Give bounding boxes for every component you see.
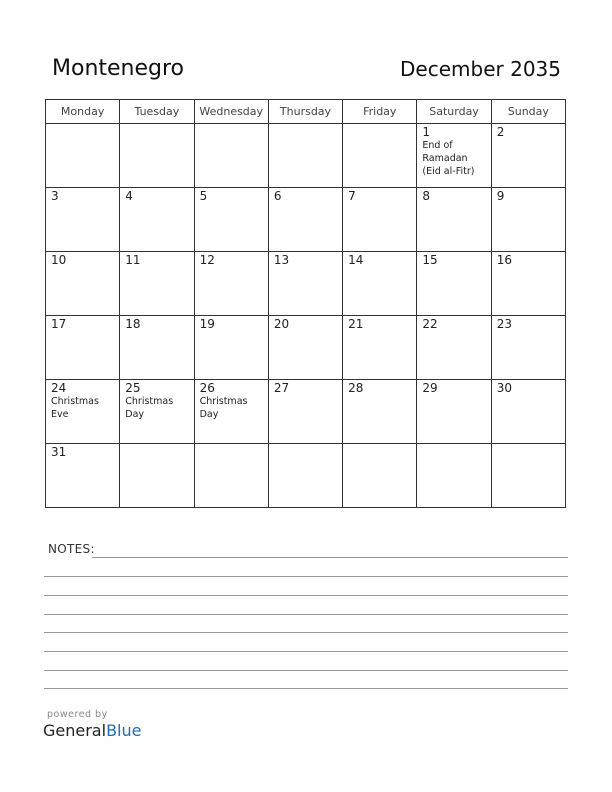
day-cell: [491, 124, 565, 188]
weekday-tuesday: Tuesday: [120, 100, 194, 124]
day-number: 18: [125, 317, 141, 331]
day-number: 7: [348, 189, 356, 203]
notes-line: [44, 614, 568, 615]
week-row: [46, 316, 566, 380]
day-cell: [268, 380, 342, 444]
day-number: 20: [273, 317, 290, 331]
notes-line: [44, 576, 568, 577]
day-number: 28: [348, 381, 364, 395]
day-number: 30: [496, 381, 512, 395]
notes-label: NOTES:: [48, 542, 95, 556]
day-number: 4: [125, 189, 133, 203]
day-number: 17: [51, 317, 67, 331]
day-cell: [491, 316, 565, 380]
brand-general: General: [43, 721, 107, 740]
weekday-monday: Monday: [46, 100, 120, 124]
day-number: 6: [273, 189, 282, 203]
weekday-friday: Friday: [343, 100, 417, 124]
day-cell: [417, 444, 491, 508]
day-cell: [120, 444, 194, 508]
day-cell: [120, 380, 194, 444]
week-row: [46, 444, 566, 508]
day-number: 29: [422, 381, 438, 395]
day-number: 22: [422, 317, 438, 331]
day-cell: [120, 188, 194, 252]
day-cell: [268, 124, 342, 188]
day-cell: [491, 444, 565, 508]
day-cell: [417, 124, 491, 188]
day-number: 25: [125, 381, 141, 395]
day-cell: [417, 252, 491, 316]
day-cell: [46, 316, 120, 380]
day-cell: [343, 188, 417, 252]
notes-line: [44, 632, 568, 633]
day-cell: [343, 380, 417, 444]
day-cell: [46, 124, 120, 188]
day-cell: [120, 252, 194, 316]
holiday-label: Christmas Day: [199, 396, 248, 420]
day-number: 9: [496, 189, 505, 203]
holiday-label: Christmas Day: [125, 396, 174, 420]
day-cell: [46, 444, 120, 508]
day-cell: [268, 316, 342, 380]
country-title: Montenegro: [52, 56, 185, 81]
day-number: 27: [273, 381, 290, 395]
brand-logo[interactable]: [43, 721, 141, 740]
brand-blue: Blue: [106, 721, 142, 740]
notes-line: [44, 670, 568, 671]
week-row: [46, 188, 566, 252]
day-cell: [268, 252, 342, 316]
day-cell: [343, 316, 417, 380]
day-cell: [491, 188, 565, 252]
weekday-thursday: Thursday: [268, 100, 342, 124]
holiday-label: Christmas Eve: [51, 396, 99, 420]
day-number: 1: [422, 125, 431, 139]
powered-by-text: powered by: [47, 709, 108, 720]
week-row: [46, 380, 566, 444]
day-number: 11: [125, 253, 141, 267]
day-number: 10: [51, 253, 67, 267]
notes-line: [44, 595, 568, 596]
month-year-title: December 2035: [400, 57, 561, 81]
day-number: 13: [273, 253, 290, 267]
day-number: 16: [496, 253, 512, 267]
day-number: 3: [51, 189, 59, 203]
day-number: 26: [199, 381, 215, 395]
notes-line: [92, 557, 568, 558]
day-cell: [268, 444, 342, 508]
day-number: 31: [51, 445, 67, 459]
day-number: 14: [348, 253, 364, 267]
day-cell: [343, 124, 417, 188]
day-cell: [491, 380, 565, 444]
day-number: 15: [422, 253, 438, 267]
weekday-header-row: [46, 100, 566, 124]
day-cell: [343, 444, 417, 508]
day-number: 5: [199, 189, 208, 203]
holiday-label: End of Ramadan (Eid al-Fitr): [422, 140, 475, 177]
day-cell: [194, 252, 268, 316]
notes-line: [44, 688, 568, 689]
weekday-wednesday: Wednesday: [194, 100, 268, 124]
day-number: 19: [199, 317, 215, 331]
day-cell: [120, 316, 194, 380]
week-row: [46, 252, 566, 316]
day-cell: [343, 252, 417, 316]
weekday-sunday: Sunday: [491, 100, 565, 124]
day-number: 23: [496, 317, 512, 331]
day-cell: [194, 188, 268, 252]
day-cell: [46, 380, 120, 444]
day-cell: [46, 252, 120, 316]
day-cell: [417, 188, 491, 252]
day-cell: [194, 316, 268, 380]
notes-line: [44, 651, 568, 652]
day-cell: [194, 444, 268, 508]
day-cell: [417, 316, 491, 380]
day-number: 8: [422, 189, 431, 203]
calendar-grid: [45, 99, 566, 508]
day-cell: [46, 188, 120, 252]
day-cell: [491, 252, 565, 316]
day-number: 2: [496, 125, 505, 139]
day-number: 24: [51, 381, 67, 395]
day-cell: [194, 380, 268, 444]
day-cell: [194, 124, 268, 188]
day-number: 12: [199, 253, 215, 267]
day-cell: [268, 188, 342, 252]
day-number: 21: [348, 317, 364, 331]
day-cell: [120, 124, 194, 188]
day-cell: [417, 380, 491, 444]
weekday-saturday: Saturday: [417, 100, 491, 124]
week-row: [46, 124, 566, 188]
